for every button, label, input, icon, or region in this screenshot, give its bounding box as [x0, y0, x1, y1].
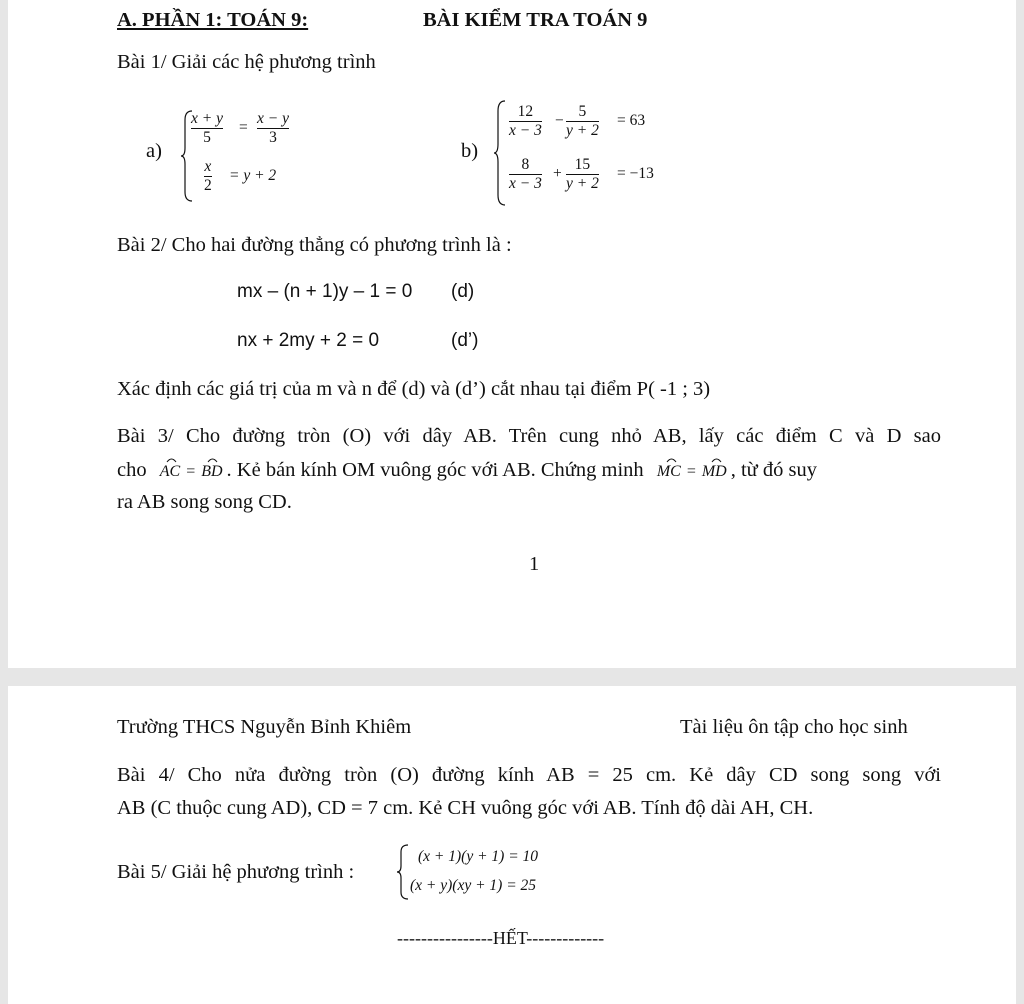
fraction-denominator: x − 3	[509, 175, 542, 192]
page-title: BÀI KIỂM TRA TOÁN 9	[423, 9, 648, 31]
text: cho	[117, 459, 147, 481]
fraction-numerator: x + y	[191, 110, 223, 127]
left-brace-icon	[493, 100, 507, 206]
bai2-question: Xác định các giá trị của m và n để (d) và (d’) cắt nhau tại điểm P( -1 ; 3)	[117, 378, 711, 400]
arc-label: BD	[201, 463, 223, 480]
bai2-eq1-tag: (d)	[451, 281, 475, 302]
bai5-eq1: (x + 1)(y + 1) = 10	[418, 848, 539, 865]
operator: +	[553, 165, 562, 182]
bai3-line-3: ra AB song song CD.	[117, 491, 292, 513]
fraction-denominator: y + 2	[566, 175, 599, 192]
b-eq2-fraction-1	[509, 156, 542, 193]
fraction-denominator: y + 2	[566, 122, 599, 139]
bai1-label: Bài 1/ Giải các hệ phương trình	[117, 51, 376, 73]
fraction-numerator: 15	[566, 156, 599, 175]
b-eq1-fraction-2	[566, 103, 599, 140]
b-eq1-rhs: = 63	[617, 112, 646, 129]
page-number: 1	[529, 553, 540, 575]
arc-icon	[666, 457, 677, 463]
school-name: Trường THCS Nguyễn Bỉnh Khiêm	[117, 716, 412, 738]
bai4-line-2: AB (C thuộc cung AD), CD = 7 cm. Kẻ CH vuông góc với AB. Tính độ dài AH, CH.	[117, 797, 814, 819]
arc-ac	[160, 462, 180, 481]
arc-mc	[657, 462, 681, 481]
bai1-a-label: a)	[146, 140, 162, 162]
bai3-line-2	[117, 458, 817, 483]
bai5-eq2: (x + y)(xy + 1) = 25	[410, 877, 537, 894]
text: . Kẻ bán kính OM vuông góc với AB. Chứng minh	[226, 459, 644, 481]
fraction-denominator: 3	[269, 129, 277, 146]
bai2-label: Bài 2/ Cho hai đường thẳng có phương trình là :	[117, 234, 512, 256]
fraction-numerator: 12	[509, 103, 542, 122]
page-2	[8, 686, 1016, 1004]
arc-equation-1	[160, 463, 227, 480]
equals-sign: =	[239, 119, 248, 136]
fraction-numerator: 8	[509, 156, 542, 175]
arc-icon	[711, 457, 722, 463]
bai2-eq1: mx – (n + 1)y – 1 = 0	[237, 281, 413, 302]
a-eq1-rhs-fraction	[257, 110, 289, 147]
arc-label: MD	[701, 463, 727, 480]
arc-label: AC	[159, 463, 181, 480]
bai3-line-1: Bài 3/ Cho đường tròn (O) với dây AB. Trên cung nhỏ AB, lấy các điểm C và D sao	[117, 425, 941, 447]
b-eq2-fraction-2	[566, 156, 599, 193]
arc-icon	[207, 457, 218, 463]
fraction-numerator: x	[204, 158, 212, 175]
left-brace-icon	[396, 844, 410, 900]
bai4-line-1: Bài 4/ Cho nửa đường tròn (O) đường kính AB = 25 cm. Kẻ dây CD song song với	[117, 764, 941, 786]
section-heading: A. PHẦN 1: TOÁN 9:	[117, 9, 309, 31]
end-mark: ----------------HẾT-------------	[397, 928, 605, 948]
equals-sign: =	[686, 463, 696, 480]
arc-equation-2	[657, 463, 731, 480]
fraction-denominator: x − 3	[509, 122, 542, 139]
bai5-label: Bài 5/ Giải hệ phương trình :	[117, 861, 355, 883]
operator: −	[555, 112, 564, 129]
bai2-eq2: nx + 2my + 2 = 0	[237, 330, 380, 351]
a-eq2-fraction	[204, 158, 212, 195]
fraction-denominator: 5	[203, 129, 211, 146]
fraction-denominator: 2	[204, 177, 212, 194]
a-eq2-rhs: = y + 2	[229, 167, 277, 184]
a-eq1-lhs-fraction	[191, 110, 223, 147]
bai1-b-label: b)	[461, 140, 479, 162]
arc-icon	[166, 457, 177, 463]
equals-sign: =	[186, 463, 196, 480]
b-eq1-fraction-1	[509, 103, 542, 140]
arc-bd	[201, 462, 222, 481]
arc-label: MC	[656, 463, 681, 480]
page-1	[8, 0, 1016, 668]
b-eq2-rhs: = −13	[617, 165, 654, 182]
document-type: Tài liệu ôn tập cho học sinh	[680, 716, 908, 738]
fraction-numerator: x − y	[257, 110, 289, 127]
bai2-eq2-tag: (d’)	[451, 330, 479, 351]
text: , từ đó suy	[730, 459, 818, 481]
fraction-numerator: 5	[566, 103, 599, 122]
arc-md	[702, 462, 727, 481]
